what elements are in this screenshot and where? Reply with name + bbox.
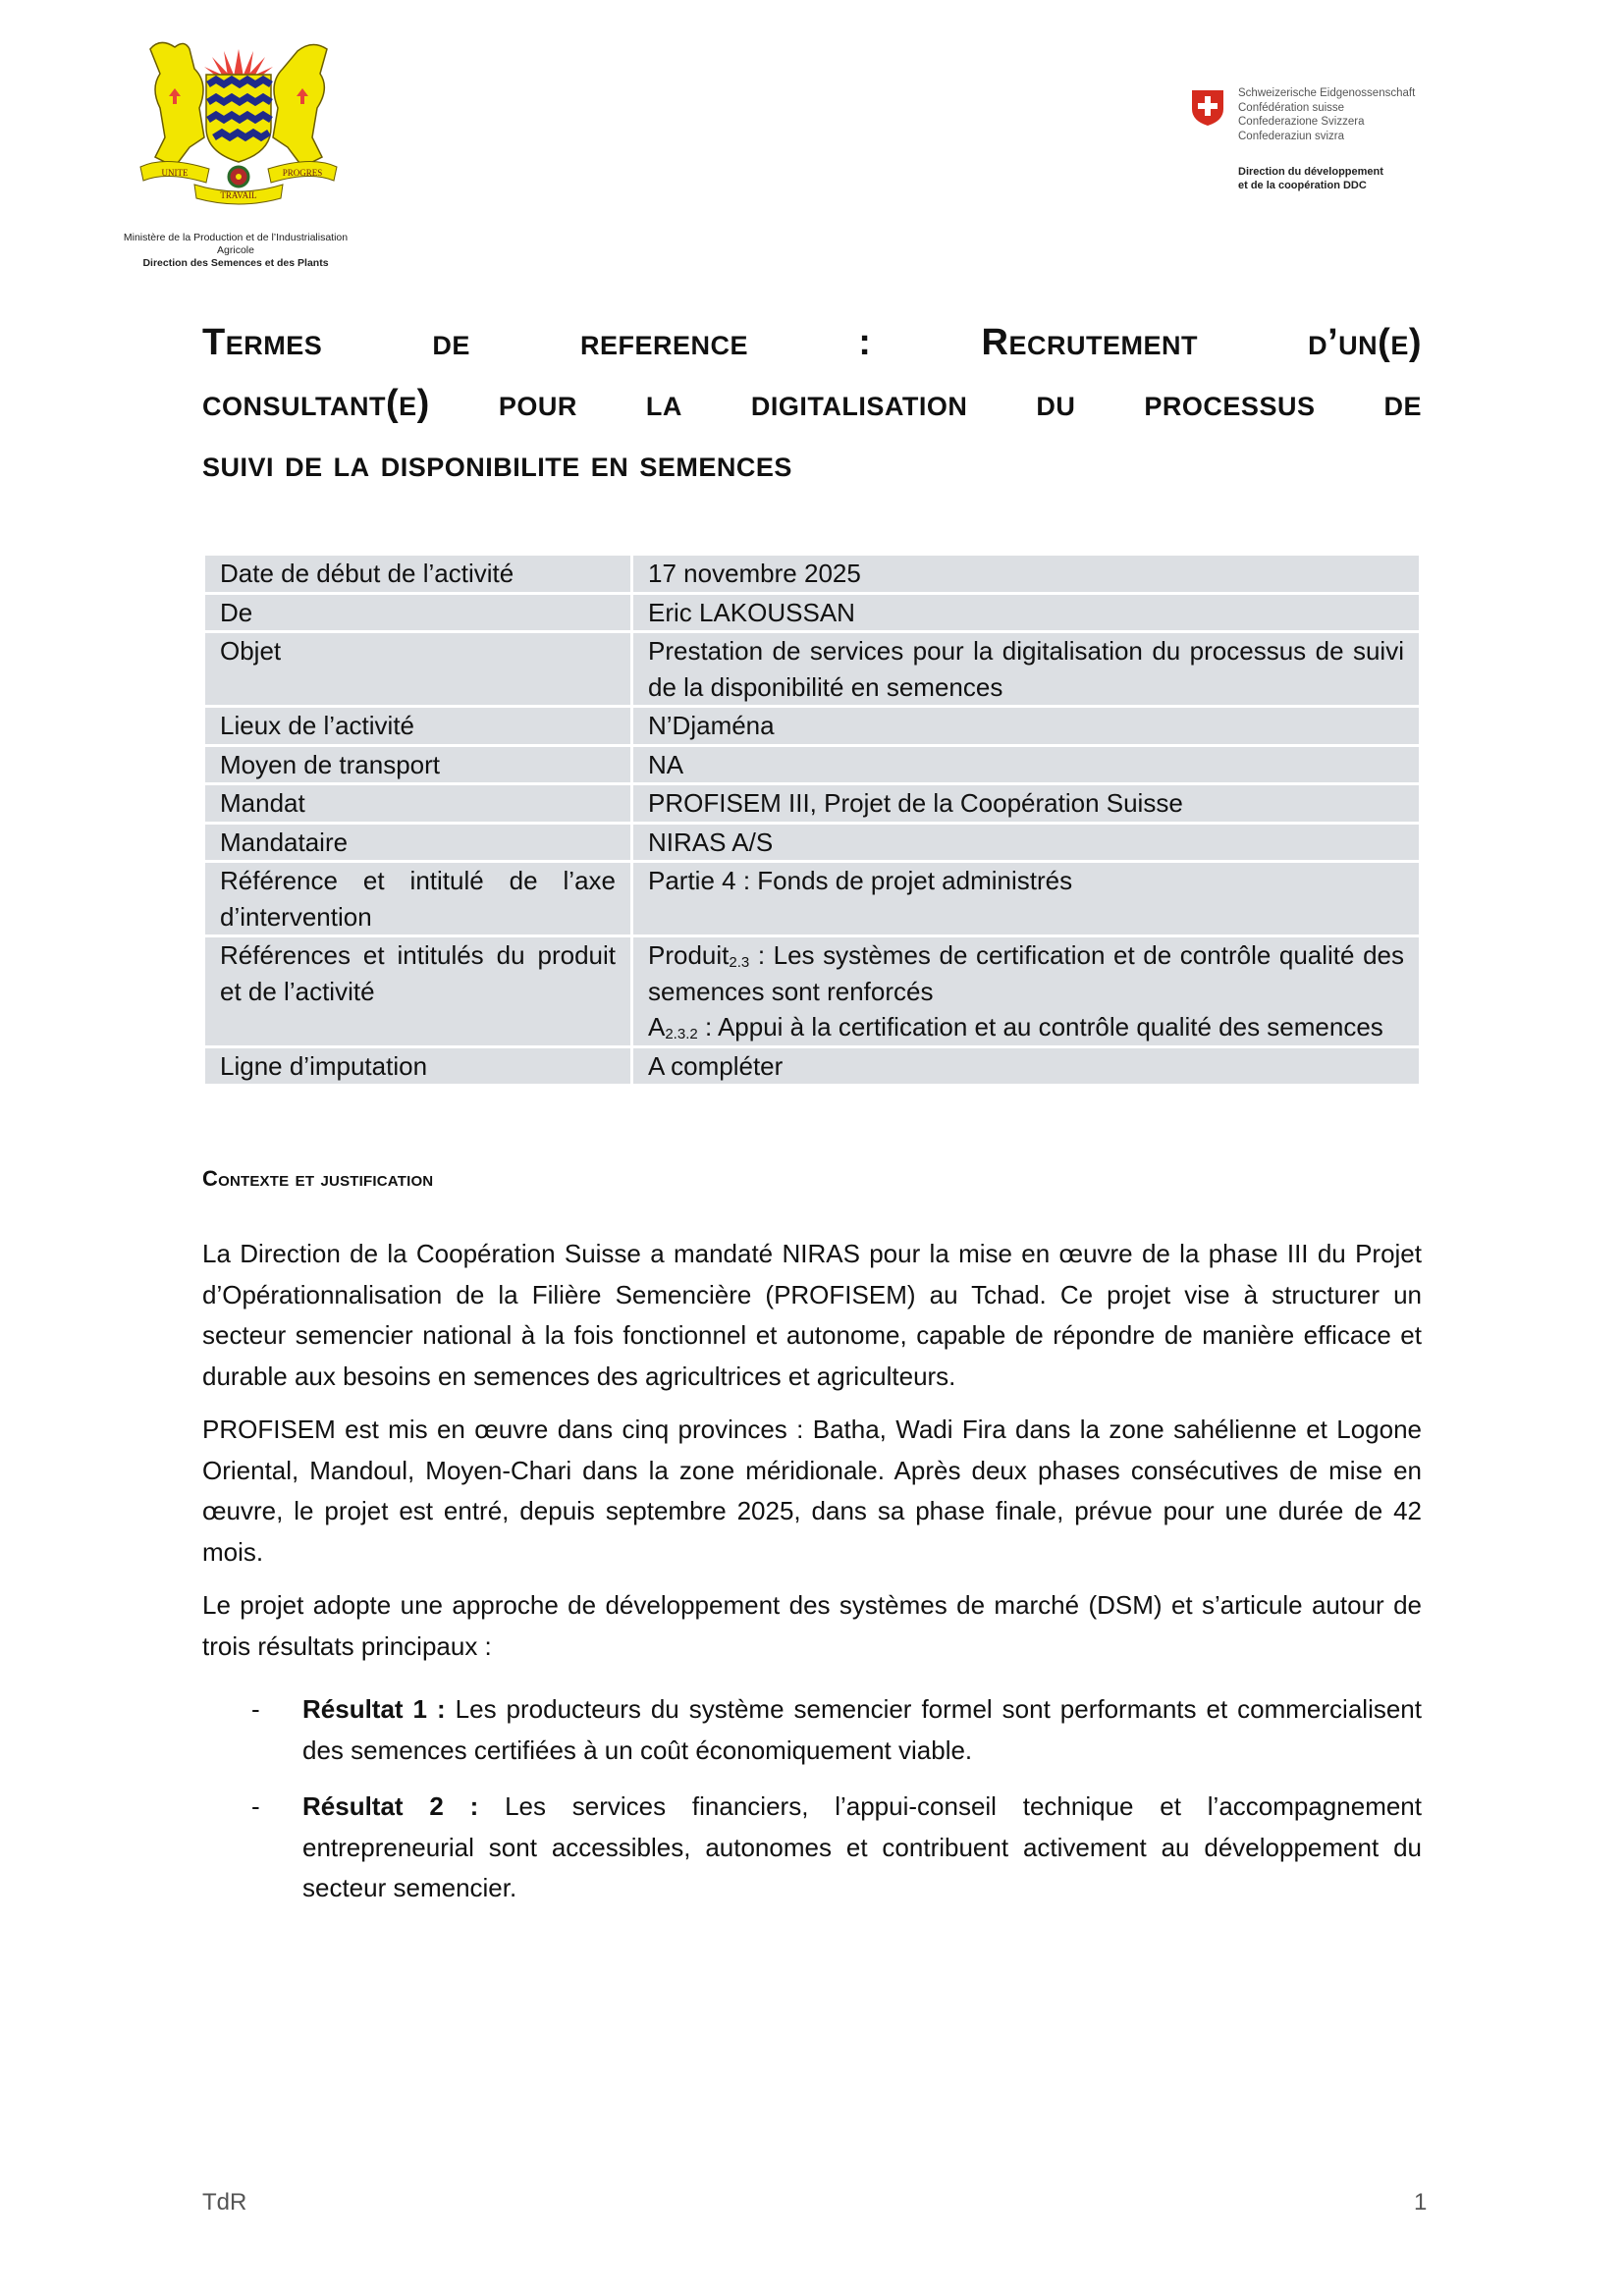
swiss-name-rm: Confederaziun svizra bbox=[1238, 130, 1345, 142]
row-label: Références et intitulés du produit et de l’activité bbox=[204, 936, 632, 1047]
bullet-dash: - bbox=[251, 1791, 260, 1821]
row-label: Date de début de l’activité bbox=[204, 555, 632, 594]
row-label: Lieux de l’activité bbox=[204, 707, 632, 746]
table-row bbox=[204, 593, 1421, 632]
row-value: 17 novembre 2025 bbox=[632, 555, 1421, 594]
ddc-line2: et de la coopération DDC bbox=[1238, 180, 1367, 191]
paragraph-text: Le projet adopte une approche de développement des systèmes de marché (DSM) et s’articule autour de trois résultats principaux : bbox=[202, 1590, 1422, 1661]
title-line-3: suivi de la disponibilite en semences bbox=[202, 444, 792, 485]
row-value bbox=[632, 936, 1421, 1047]
row-value: NIRAS A/S bbox=[632, 823, 1421, 862]
row-label: Moyen de transport bbox=[204, 745, 632, 784]
page-number: 1 bbox=[1414, 2189, 1428, 2216]
activite-line bbox=[648, 1009, 1404, 1045]
swiss-name-de: Schweizerische Eidgenossenschaft bbox=[1238, 87, 1416, 99]
paragraph bbox=[202, 1410, 1422, 1573]
result-text: Les producteurs du système semencier formel sont performants et commercialisent des semences certifiées à un coût économiquement viable. bbox=[302, 1694, 1422, 1765]
svg-text:TRAVAIL: TRAVAIL bbox=[220, 190, 257, 200]
ministry-line2: Agricole bbox=[217, 244, 254, 256]
paragraph-text: PROFISEM est mis en œuvre dans cinq provinces : Batha, Wadi Fira dans la zone sahélienne et Logone Oriental, Mandoul, Moyen-Chari dans la zone méridionale. Après deux phases consécutives de mise en œuvre, le projet est entré, depuis septembre 2025, dans sa phase finale, prévue pour une durée de 42 mois. bbox=[202, 1415, 1422, 1567]
list-item bbox=[202, 1689, 1422, 1771]
row-value: Eric LAKOUSSAN bbox=[632, 593, 1421, 632]
table-row bbox=[204, 745, 1421, 784]
activity-info-table bbox=[202, 553, 1422, 1087]
row-label: Mandataire bbox=[204, 823, 632, 862]
svg-text:UNITE: UNITE bbox=[161, 168, 189, 178]
paragraph-text: La Direction de la Coopération Suisse a mandaté NIRAS pour la mise en œuvre de la phase III du Projet d’Opérationnalisation de la Filière Semencière (PROFISEM) au Tchad. Ce projet vise à structurer un secteur semencier national à la fois fonctionnel et autonome, capable de répondre de manière efficace et durable aux besoins en semences des agricultrices et agriculteurs. bbox=[202, 1239, 1422, 1391]
row-value: A compléter bbox=[632, 1046, 1421, 1086]
table-row bbox=[204, 1046, 1421, 1086]
produit-label: Produit bbox=[648, 940, 730, 970]
table-row bbox=[204, 784, 1421, 824]
result-text: Les services financiers, l’appui-conseil technique et l’accompagnement entrepreneurial sont accessibles, autonomes et contribuent activement au développement du secteur semencier. bbox=[302, 1791, 1422, 1902]
title-line-1: Termes de reference : Recrutement d’un(e) bbox=[202, 322, 1422, 363]
table-row bbox=[204, 707, 1421, 746]
bullet-dash: - bbox=[251, 1694, 260, 1724]
paragraph bbox=[202, 1585, 1422, 1667]
results-list bbox=[202, 1689, 1422, 1925]
swiss-name-it: Confederazione Svizzera bbox=[1238, 116, 1365, 128]
table-row bbox=[204, 862, 1421, 936]
result-label: Résultat 2 : bbox=[302, 1791, 479, 1821]
ministry-caption bbox=[108, 232, 363, 270]
chad-coat-of-arms-icon bbox=[135, 29, 342, 206]
produit-line bbox=[648, 937, 1404, 1009]
document-title bbox=[202, 312, 1422, 495]
direction-name: Direction des Semences et des Plants bbox=[142, 257, 329, 269]
footer-label: TdR bbox=[202, 2189, 247, 2216]
row-label: De bbox=[204, 593, 632, 632]
result-label: Résultat 1 : bbox=[302, 1694, 446, 1724]
paragraph bbox=[202, 1234, 1422, 1397]
swiss-name-fr: Confédération suisse bbox=[1238, 101, 1345, 114]
table-row bbox=[204, 936, 1421, 1047]
svg-text:PROGRES: PROGRES bbox=[282, 168, 323, 178]
activite-label: A bbox=[648, 1012, 666, 1041]
row-value: Partie 4 : Fonds de projet administrés bbox=[632, 862, 1421, 936]
row-value: Prestation de services pour la digitalisation du processus de suivi de la disponibilité en semences bbox=[632, 632, 1421, 707]
table-row bbox=[204, 555, 1421, 594]
table-row bbox=[204, 632, 1421, 707]
row-value: N’Djaména bbox=[632, 707, 1421, 746]
ddc-line1: Direction du développement bbox=[1238, 166, 1383, 178]
title-line-2: consultant(e) pour la digitalisation du processus de bbox=[202, 383, 1422, 424]
produit-ref: 2.3 bbox=[729, 954, 750, 971]
row-value: NA bbox=[632, 745, 1421, 784]
swiss-confederation-names bbox=[1238, 86, 1493, 143]
table-row bbox=[204, 823, 1421, 862]
produit-text: : Les systèmes de certification et de contrôle qualité des semences sont renforcés bbox=[648, 940, 1404, 1006]
ministry-line1: Ministère de la Production et de l’Industrialisation bbox=[123, 232, 349, 243]
row-label: Objet bbox=[204, 632, 632, 707]
row-label: Ligne d’imputation bbox=[204, 1046, 632, 1086]
list-item bbox=[202, 1787, 1422, 1909]
activite-ref: 2.3.2 bbox=[665, 1026, 698, 1042]
activite-text: : Appui à la certification et au contrôle qualité des semences bbox=[697, 1012, 1383, 1041]
row-label: Mandat bbox=[204, 784, 632, 824]
ddc-caption bbox=[1238, 165, 1493, 192]
row-label: Référence et intitulé de l’axe d’intervention bbox=[204, 862, 632, 936]
swiss-flag-icon bbox=[1191, 89, 1224, 127]
section-heading-context: Contexte et justification bbox=[202, 1166, 434, 1191]
row-value: PROFISEM III, Projet de la Coopération Suisse bbox=[632, 784, 1421, 824]
